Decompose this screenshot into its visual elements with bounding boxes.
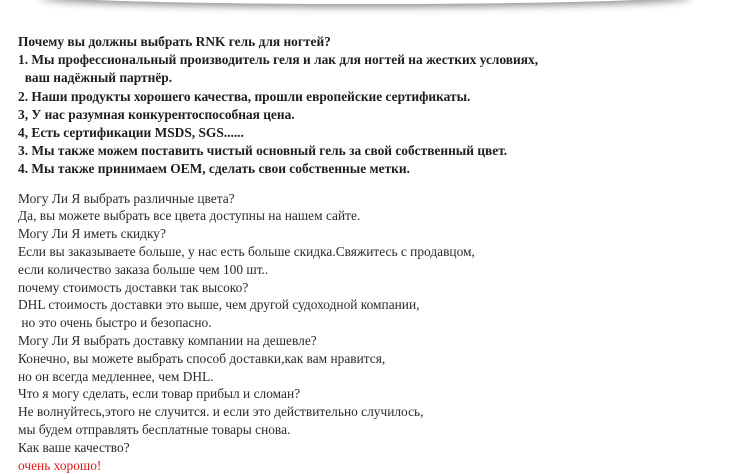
faq-answer: мы будем отправлять бесплатные товары снова. xyxy=(18,421,291,437)
why-choose-heading: Почему вы должны выбрать RNK гель для ногтей? xyxy=(18,34,331,49)
faq-question: Могу Ли Я иметь скидку? xyxy=(18,226,166,242)
faq-question: почему стоимость доставки так высоко? xyxy=(18,279,249,295)
reason-line: 3. Мы также можем поставить чистый основный гель за свой собственный цвет. xyxy=(18,143,508,159)
faq-question: Могу Ли Я выбрать доставку компании на дешевле? xyxy=(18,333,317,348)
reason-line: 4, Есть сертификации MSDS, SGS...... xyxy=(18,125,244,141)
reason-line: 2. Наши продукты хорошего качества, прошли европейские сертификаты. xyxy=(18,88,471,104)
reason-line: 4. Мы также принимаем OEM, сделать свои собственные метки. xyxy=(18,161,410,177)
why-choose-section xyxy=(18,33,718,179)
faq-answer: Если вы заказываете больше, у нас есть больше скидка.Свяжитесь с продавцом, xyxy=(18,244,475,260)
product-description xyxy=(18,33,718,474)
faq-answer: DHL стоимость доставки это выше, чем другой судоходной компании, xyxy=(18,297,420,313)
reason-line: ваш надёжный партнёр. xyxy=(18,70,173,86)
faq-question: Что я могу сделать, если товар прибыл и сломан? xyxy=(18,386,301,402)
faq-answer: но это очень быстро и безопасно. xyxy=(18,315,212,331)
faq-answer: Конечно, вы можете выбрать способ доставки,как вам нравится, xyxy=(18,350,386,366)
faq-answer: но он всегда медленнее, чем DHL. xyxy=(18,368,214,384)
reason-line: 3, У нас разумная конкурентоспособная цена. xyxy=(18,106,295,122)
faq-answer: Не волнуйтесь,этого не случится. и если это действительно случилось, xyxy=(18,404,424,420)
faq-section xyxy=(18,190,718,474)
faq-answer: Да, вы можете выбрать все цвета доступны на нашем сайте. xyxy=(18,208,361,224)
reason-line: 1. Мы профессиональный производитель геля и лак для ногтей на жестких условиях, xyxy=(18,52,539,68)
header-shadow-divider xyxy=(40,0,691,4)
quality-answer-highlight: очень хорошо! xyxy=(18,457,102,473)
faq-question: Как ваше качество? xyxy=(18,439,130,455)
faq-question: Могу Ли Я выбрать различные цвета? xyxy=(18,190,235,206)
faq-answer: если количество заказа больше чем 100 шт.. xyxy=(18,261,269,277)
